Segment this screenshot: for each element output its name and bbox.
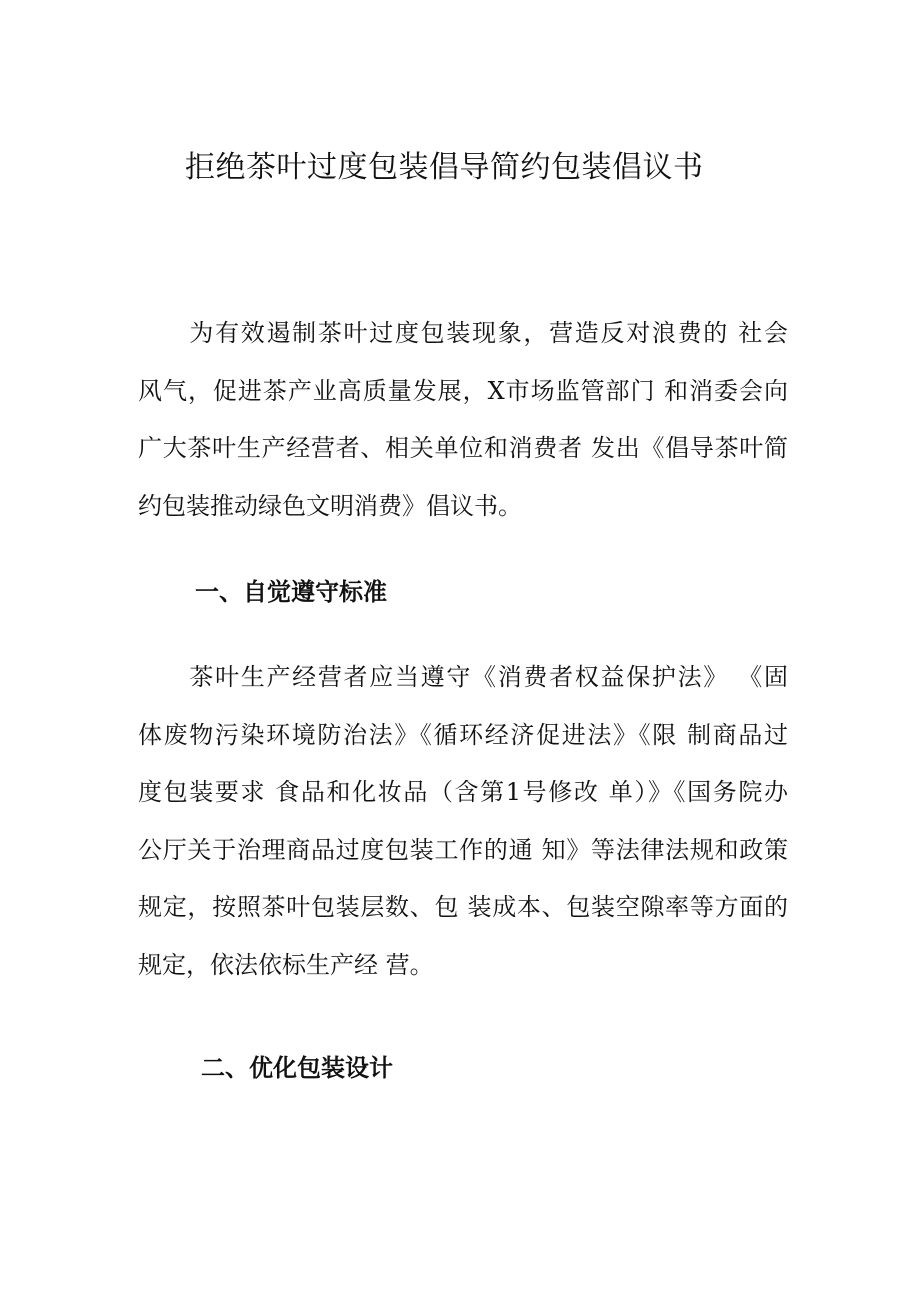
- paragraph-line: 公厅关于治理商品过度包装工作的通 知》等法律法规和政策: [138, 835, 788, 864]
- paragraph-line: 规定，依法依标生产经 营。: [138, 950, 434, 979]
- intro-paragraph: [138, 305, 788, 535]
- section-1-paragraph: [138, 649, 788, 994]
- paragraph-line: 广大茶叶生产经营者、相关单位和消费者 发出《倡导茶叶简: [138, 434, 788, 462]
- paragraph-line: 约包装推动绿色文明消费》倡议书。: [138, 491, 522, 520]
- paragraph-line: 风气，促进茶产业高质量发展，X市场监管部门 和消委会向: [138, 376, 788, 405]
- section-heading-1: 一、自觉遵守标准: [195, 578, 387, 606]
- paragraph-line: 为有效遏制茶叶过度包装现象，营造反对浪费的 社会: [138, 319, 788, 347]
- paragraph-line: 茶叶生产经营者应当遵守《消费者权益保护法》 《固: [138, 663, 788, 691]
- paragraph-line: 规定，按照茶叶包装层数、包 装成本、包装空隙率等方面的: [138, 893, 788, 921]
- paragraph-line: 体废物污染环境防治法》《循环经济促进法》《限 制商品过: [138, 720, 788, 749]
- document-title: 拒绝茶叶过度包装倡导简约包装倡议书: [185, 150, 704, 185]
- paragraph-line: 度包装要求 食品和化妆品（含第1号修改 单）》《国务院办: [138, 778, 788, 806]
- section-heading-2: 二、优化包装设计: [201, 1054, 393, 1082]
